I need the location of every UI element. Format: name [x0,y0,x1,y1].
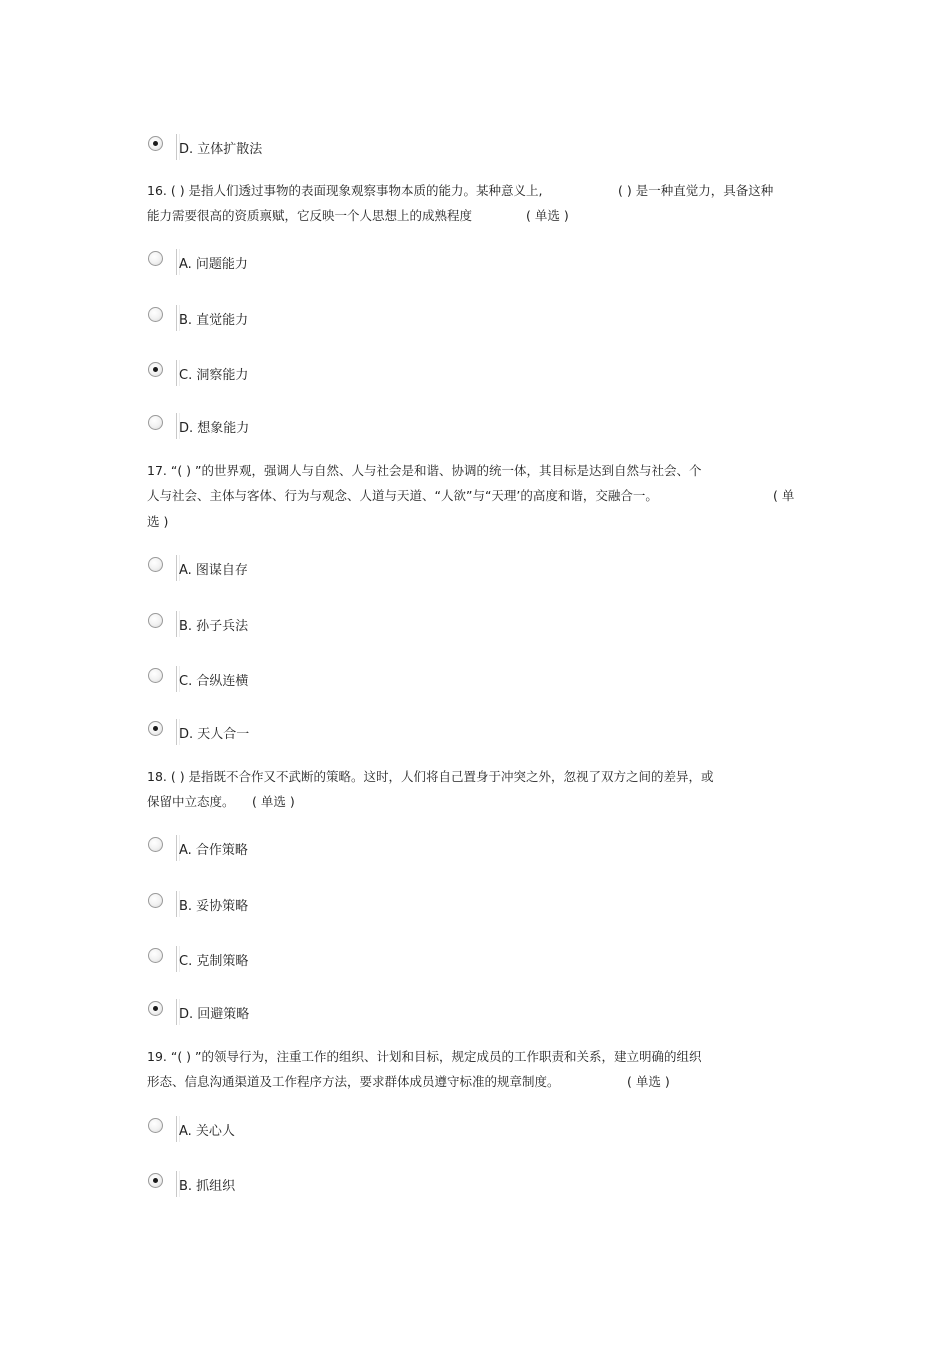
q19-question-line2: 形态、信息沟通渠道及工作程序方法，要求群体成员遵守标准的规章制度。 [147,1074,560,1089]
q17-option-b-radio[interactable] [146,613,180,639]
q17-option-b-label: B. 孙子兵法 [179,619,249,634]
q17-question-type-continued: 选 ) [147,514,169,529]
q17-option-d-radio[interactable] [146,721,180,747]
radio-selected-icon [148,136,163,151]
radio-unselected-icon [148,307,163,322]
radio-unselected-icon [148,557,163,572]
q19-question-line1: 19. “( ) ”的领导行为，注重工作的组织、计划和目标，规定成员的工作职责和关系，建立明确的组织 [147,1049,702,1064]
q19-option-a-label: A. 关心人 [179,1124,235,1139]
q16-option-a-label: A. 问题能力 [179,257,248,272]
q16-option-d-radio[interactable] [146,415,180,441]
radio-unselected-icon [148,415,163,430]
q19-option-b-radio[interactable] [146,1173,180,1199]
q18-question-line1: 18. ( ) 是指既不合作又不武断的策略。这时，人们将自己置身于冲突之外，忽视了双方之间的差异，或 [147,769,714,784]
radio-unselected-icon [148,251,163,266]
q17-question-type: ( 单 [773,488,795,503]
q19-option-a-radio[interactable] [146,1118,180,1144]
radio-unselected-icon [148,837,163,852]
q17-question-line1: 17. “( ) ”的世界观，强调人与自然、人与社会是和谐、协调的统一体，其目标是达到自然与社会、个 [147,463,702,478]
q19-question-type: ( 单选 ) [627,1074,670,1089]
q16-question-line1: 16. ( ) 是指人们透过事物的表面现象观察事物本质的能力。某种意义上, [147,183,543,198]
q18-option-d-label: D. 回避策略 [179,1007,250,1022]
q18-option-c-label: C. 克制策略 [179,954,249,969]
radio-unselected-icon [148,668,163,683]
radio-selected-icon [148,1173,163,1188]
q17-question-line2: 人与社会、主体与客体、行为与观念、人道与天道、“人欲”与“天理’的高度和谐，交融合一。 [147,488,658,503]
q17-option-d-label: D. 天人合一 [179,727,250,742]
radio-unselected-icon [148,948,163,963]
q15-option-d-label: D. 立体扩散法 [179,142,263,157]
q18-question-type: ( 单选 ) [252,794,295,809]
q18-option-b-radio[interactable] [146,893,180,919]
q18-option-a-radio[interactable] [146,837,180,863]
q15-option-d-radio[interactable] [146,136,180,162]
q16-question-line1-continued: ( ) 是一种直觉力，具备这种 [618,183,774,198]
q16-option-b-radio[interactable] [146,307,180,333]
q18-option-c-radio[interactable] [146,948,180,974]
q16-question-type: ( 单选 ) [526,208,569,223]
q16-option-b-label: B. 直觉能力 [179,313,249,328]
q17-option-c-radio[interactable] [146,668,180,694]
q18-option-b-label: B. 妥协策略 [179,899,249,914]
q17-option-c-label: C. 合纵连横 [179,674,249,689]
radio-unselected-icon [148,613,163,628]
q18-option-d-radio[interactable] [146,1001,180,1027]
q16-option-c-label: C. 洞察能力 [179,368,249,383]
q18-question-line2: 保留中立态度。 [147,794,235,809]
q16-option-c-radio[interactable] [146,362,180,388]
q16-option-a-radio[interactable] [146,251,180,277]
radio-unselected-icon [148,1118,163,1133]
q17-option-a-radio[interactable] [146,557,180,583]
q17-option-a-label: A. 图谋自存 [179,563,248,578]
q16-option-d-label: D. 想象能力 [179,421,250,436]
q18-option-a-label: A. 合作策略 [179,843,248,858]
radio-selected-icon [148,362,163,377]
q16-question-line2: 能力需要很高的资质禀赋，它反映一个人思想上的成熟程度 [147,208,473,223]
radio-unselected-icon [148,893,163,908]
radio-selected-icon [148,721,163,736]
radio-selected-icon [148,1001,163,1016]
q19-option-b-label: B. 抓组织 [179,1179,236,1194]
